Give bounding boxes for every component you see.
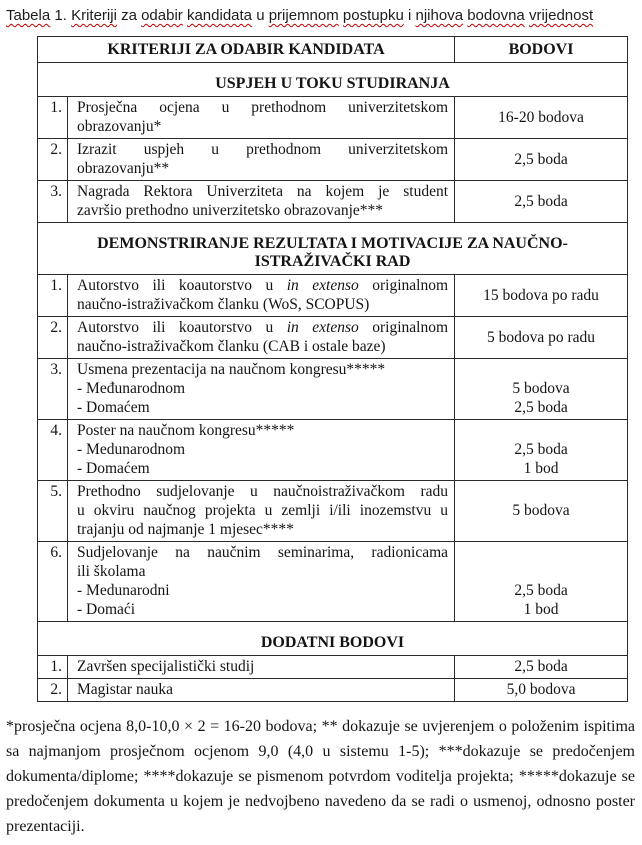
criteria-text	[68, 359, 455, 420]
points-cell	[455, 359, 628, 420]
criteria-segment: - Domaćem	[77, 399, 150, 416]
criteria-row	[38, 181, 628, 223]
title-word-misspelled: Tabela	[6, 7, 51, 24]
criteria-segment: Magistar nauka	[77, 681, 173, 698]
points-cell	[455, 420, 628, 481]
criteria-segment: originalnom	[358, 277, 449, 294]
criteria-text	[68, 420, 455, 481]
points-cell	[455, 481, 628, 542]
criteria-segment: naučno-istraživačkom članku (WoS, SCOPUS)	[77, 296, 370, 313]
criteria-line	[77, 520, 448, 539]
criteria-row	[38, 359, 628, 420]
criteria-line	[77, 501, 448, 520]
criteria-line	[77, 600, 448, 619]
points-value: 5 bodova	[512, 380, 570, 397]
document-title	[6, 4, 635, 28]
criteria-segment: obrazovanju*	[77, 118, 162, 135]
section-heading-row	[38, 622, 628, 656]
points-spacer	[459, 562, 623, 581]
criteria-segment: - Međunarodnom	[77, 380, 186, 397]
title-word-misspelled: Kriteriji	[71, 7, 117, 24]
criteria-segment: obrazovanju**	[77, 160, 170, 177]
criteria-segment: Usmena prezentacija na naučnom kongresu*****	[77, 361, 386, 378]
section-heading: USPJEH U TOKU STUDIRANJA	[38, 63, 628, 97]
points-cell	[455, 656, 628, 679]
points-value: 2,5 boda	[514, 441, 568, 458]
criteria-line	[77, 276, 448, 295]
criteria-text	[68, 181, 455, 223]
criteria-segment: Završen specijalistički studij	[77, 658, 255, 675]
criteria-segment: u okviru naučnog projekta u zemlji i/ili inozemstvu u	[77, 502, 449, 519]
points-spacer	[459, 543, 623, 562]
criteria-row	[38, 679, 628, 702]
criteria-segment: završio prethodno univerzitetsko obrazovanje***	[77, 202, 384, 219]
title-word: i	[407, 7, 412, 24]
criteria-row	[38, 317, 628, 359]
criteria-segment: Prosječna ocjena u prethodnom univerzitetskom	[77, 99, 449, 116]
points-value: 2,5 boda	[514, 150, 568, 168]
title-word-misspelled: vrijednost	[528, 7, 594, 24]
criteria-segment: trajanju od najmanje 1 mjesec****	[77, 521, 294, 538]
row-number: 4.	[38, 420, 68, 481]
criteria-line	[77, 201, 448, 220]
title-word: za	[121, 7, 137, 24]
row-number: 5.	[38, 481, 68, 542]
section-heading: DODATNI BODOVI	[38, 622, 628, 656]
criteria-line	[77, 337, 448, 356]
criteria-italic-segment: in extenso	[286, 319, 359, 336]
section-heading-row	[38, 63, 628, 97]
criteria-line	[77, 421, 448, 440]
points-spacer	[459, 360, 623, 379]
points-value: 15 bodova po radu	[483, 286, 599, 304]
criteria-text	[68, 139, 455, 181]
title-word-misspelled: njihova	[415, 7, 464, 24]
points-cell	[455, 97, 628, 139]
criteria-segment: Prethodno sudjelovanje u naučnoistraživačkom radu	[77, 483, 449, 500]
row-number: 2.	[38, 139, 68, 181]
criteria-text	[68, 275, 455, 317]
points-spacer	[459, 421, 623, 440]
criteria-segment: Autorstvo ili koautorstvo u	[77, 277, 287, 294]
title-word-misspelled: postupku	[342, 7, 404, 24]
title-word-misspelled: kandidata	[186, 7, 253, 24]
criteria-line	[77, 117, 448, 136]
points-cell	[455, 139, 628, 181]
criteria-row	[38, 481, 628, 542]
criteria-text	[68, 481, 455, 542]
row-number: 6.	[38, 542, 68, 622]
points-value: 2,5 boda	[514, 582, 568, 599]
criteria-segment: originalnom	[358, 319, 449, 336]
criteria-row	[38, 275, 628, 317]
title-word: u	[256, 7, 265, 24]
criteria-line	[77, 459, 448, 478]
criteria-line	[77, 581, 448, 600]
criteria-line	[77, 543, 448, 562]
criteria-segment: Sudjelovanje na naučnim seminarima, radionicama	[77, 544, 449, 561]
row-number: 1.	[38, 656, 68, 679]
title-word: 1.	[54, 7, 67, 24]
title-word-misspelled: bodovna	[467, 7, 525, 24]
table-header-criteria: KRITERIJI ZA ODABIR KANDIDATA	[38, 37, 455, 63]
criteria-segment: Izrazit uspjeh u prethodnom univerzitetskom	[77, 141, 449, 158]
section-heading-row	[38, 223, 628, 275]
criteria-line	[77, 159, 448, 178]
points-cell	[455, 542, 628, 622]
criteria-line	[77, 295, 448, 314]
table-header-points: BODOVI	[455, 37, 628, 63]
criteria-italic-segment: in extenso	[286, 277, 359, 294]
points-value: 5 bodova po radu	[486, 328, 596, 346]
row-number: 2.	[38, 317, 68, 359]
row-number: 2.	[38, 679, 68, 702]
criteria-line	[77, 140, 448, 159]
criteria-segment: Nagrada Rektora Univerziteta na kojem je student	[77, 183, 449, 200]
criteria-text	[68, 317, 455, 359]
points-value: 2,5 boda	[514, 192, 568, 210]
criteria-row	[38, 656, 628, 679]
section-heading: DEMONSTRIRANJE REZULTATA I MOTIVACIJE ZA NAUČNO-ISTRAŽIVAČKI RAD	[38, 223, 628, 275]
row-number: 3.	[38, 359, 68, 420]
criteria-line	[77, 318, 448, 337]
points-value: 5,0 bodova	[506, 681, 576, 698]
criteria-row	[38, 420, 628, 481]
points-cell	[455, 317, 628, 359]
criteria-text	[68, 656, 455, 679]
criteria-line	[77, 440, 448, 459]
criteria-row	[38, 542, 628, 622]
criteria-text	[68, 679, 455, 702]
points-cell	[455, 181, 628, 223]
criteria-line	[77, 657, 448, 676]
criteria-table	[37, 36, 628, 702]
row-number: 3.	[38, 181, 68, 223]
title-word-misspelled: prijemnom	[268, 7, 339, 24]
points-value: 1 bod	[523, 601, 559, 618]
criteria-segment: - Medunarodni	[77, 582, 170, 599]
points-value: 1 bod	[523, 460, 559, 477]
criteria-segment: Poster na naučnom kongresu*****	[77, 422, 295, 439]
footnotes-paragraph: *prosječna ocjena 8,0-10,0 × 2 = 16-20 bodova; ** dokazuje se uvjerenjem o položenim ispitima sa najmanjom prosječnom ocjenom 9,0 (4,0 u sistemu 1-5); ***dokazuje se predočenjem dokumenta/diplome; ****dokazuje se pismenom potvrdom voditelja projekta; *****dokazuje se predočenjem dokumenta u kojem je nedvojbeno navedeno da se radi o usmenoj, odnosno poster prezentaciji.	[6, 718, 635, 835]
title-word-misspelled: odabir	[141, 7, 183, 24]
criteria-segment: - Medunarodnom	[77, 441, 186, 458]
table-header-row	[38, 37, 628, 63]
criteria-row	[38, 139, 628, 181]
criteria-row	[38, 97, 628, 139]
criteria-line	[77, 98, 448, 117]
criteria-line	[77, 680, 448, 699]
criteria-line	[77, 482, 448, 501]
points-value: 16-20 bodova	[498, 108, 584, 126]
criteria-text	[68, 542, 455, 622]
row-number: 1.	[38, 97, 68, 139]
points-cell	[455, 679, 628, 702]
criteria-line	[77, 360, 448, 379]
criteria-segment: ili školama	[77, 563, 146, 580]
criteria-segment: - Domaćem	[77, 460, 150, 477]
points-value: 5 bodova	[512, 502, 570, 519]
criteria-text	[68, 97, 455, 139]
criteria-segment: - Domaći	[77, 601, 136, 618]
criteria-line	[77, 379, 448, 398]
points-cell	[455, 275, 628, 317]
criteria-segment: Autorstvo ili koautorstvo u	[77, 319, 287, 336]
points-value: 2,5 boda	[514, 399, 568, 416]
criteria-line	[77, 398, 448, 417]
row-number: 1.	[38, 275, 68, 317]
criteria-segment: naučno-istraživačkom članku (CAB i ostale baze)	[77, 338, 386, 355]
criteria-line	[77, 182, 448, 201]
points-value: 2,5 boda	[514, 658, 568, 675]
criteria-line	[77, 562, 448, 581]
